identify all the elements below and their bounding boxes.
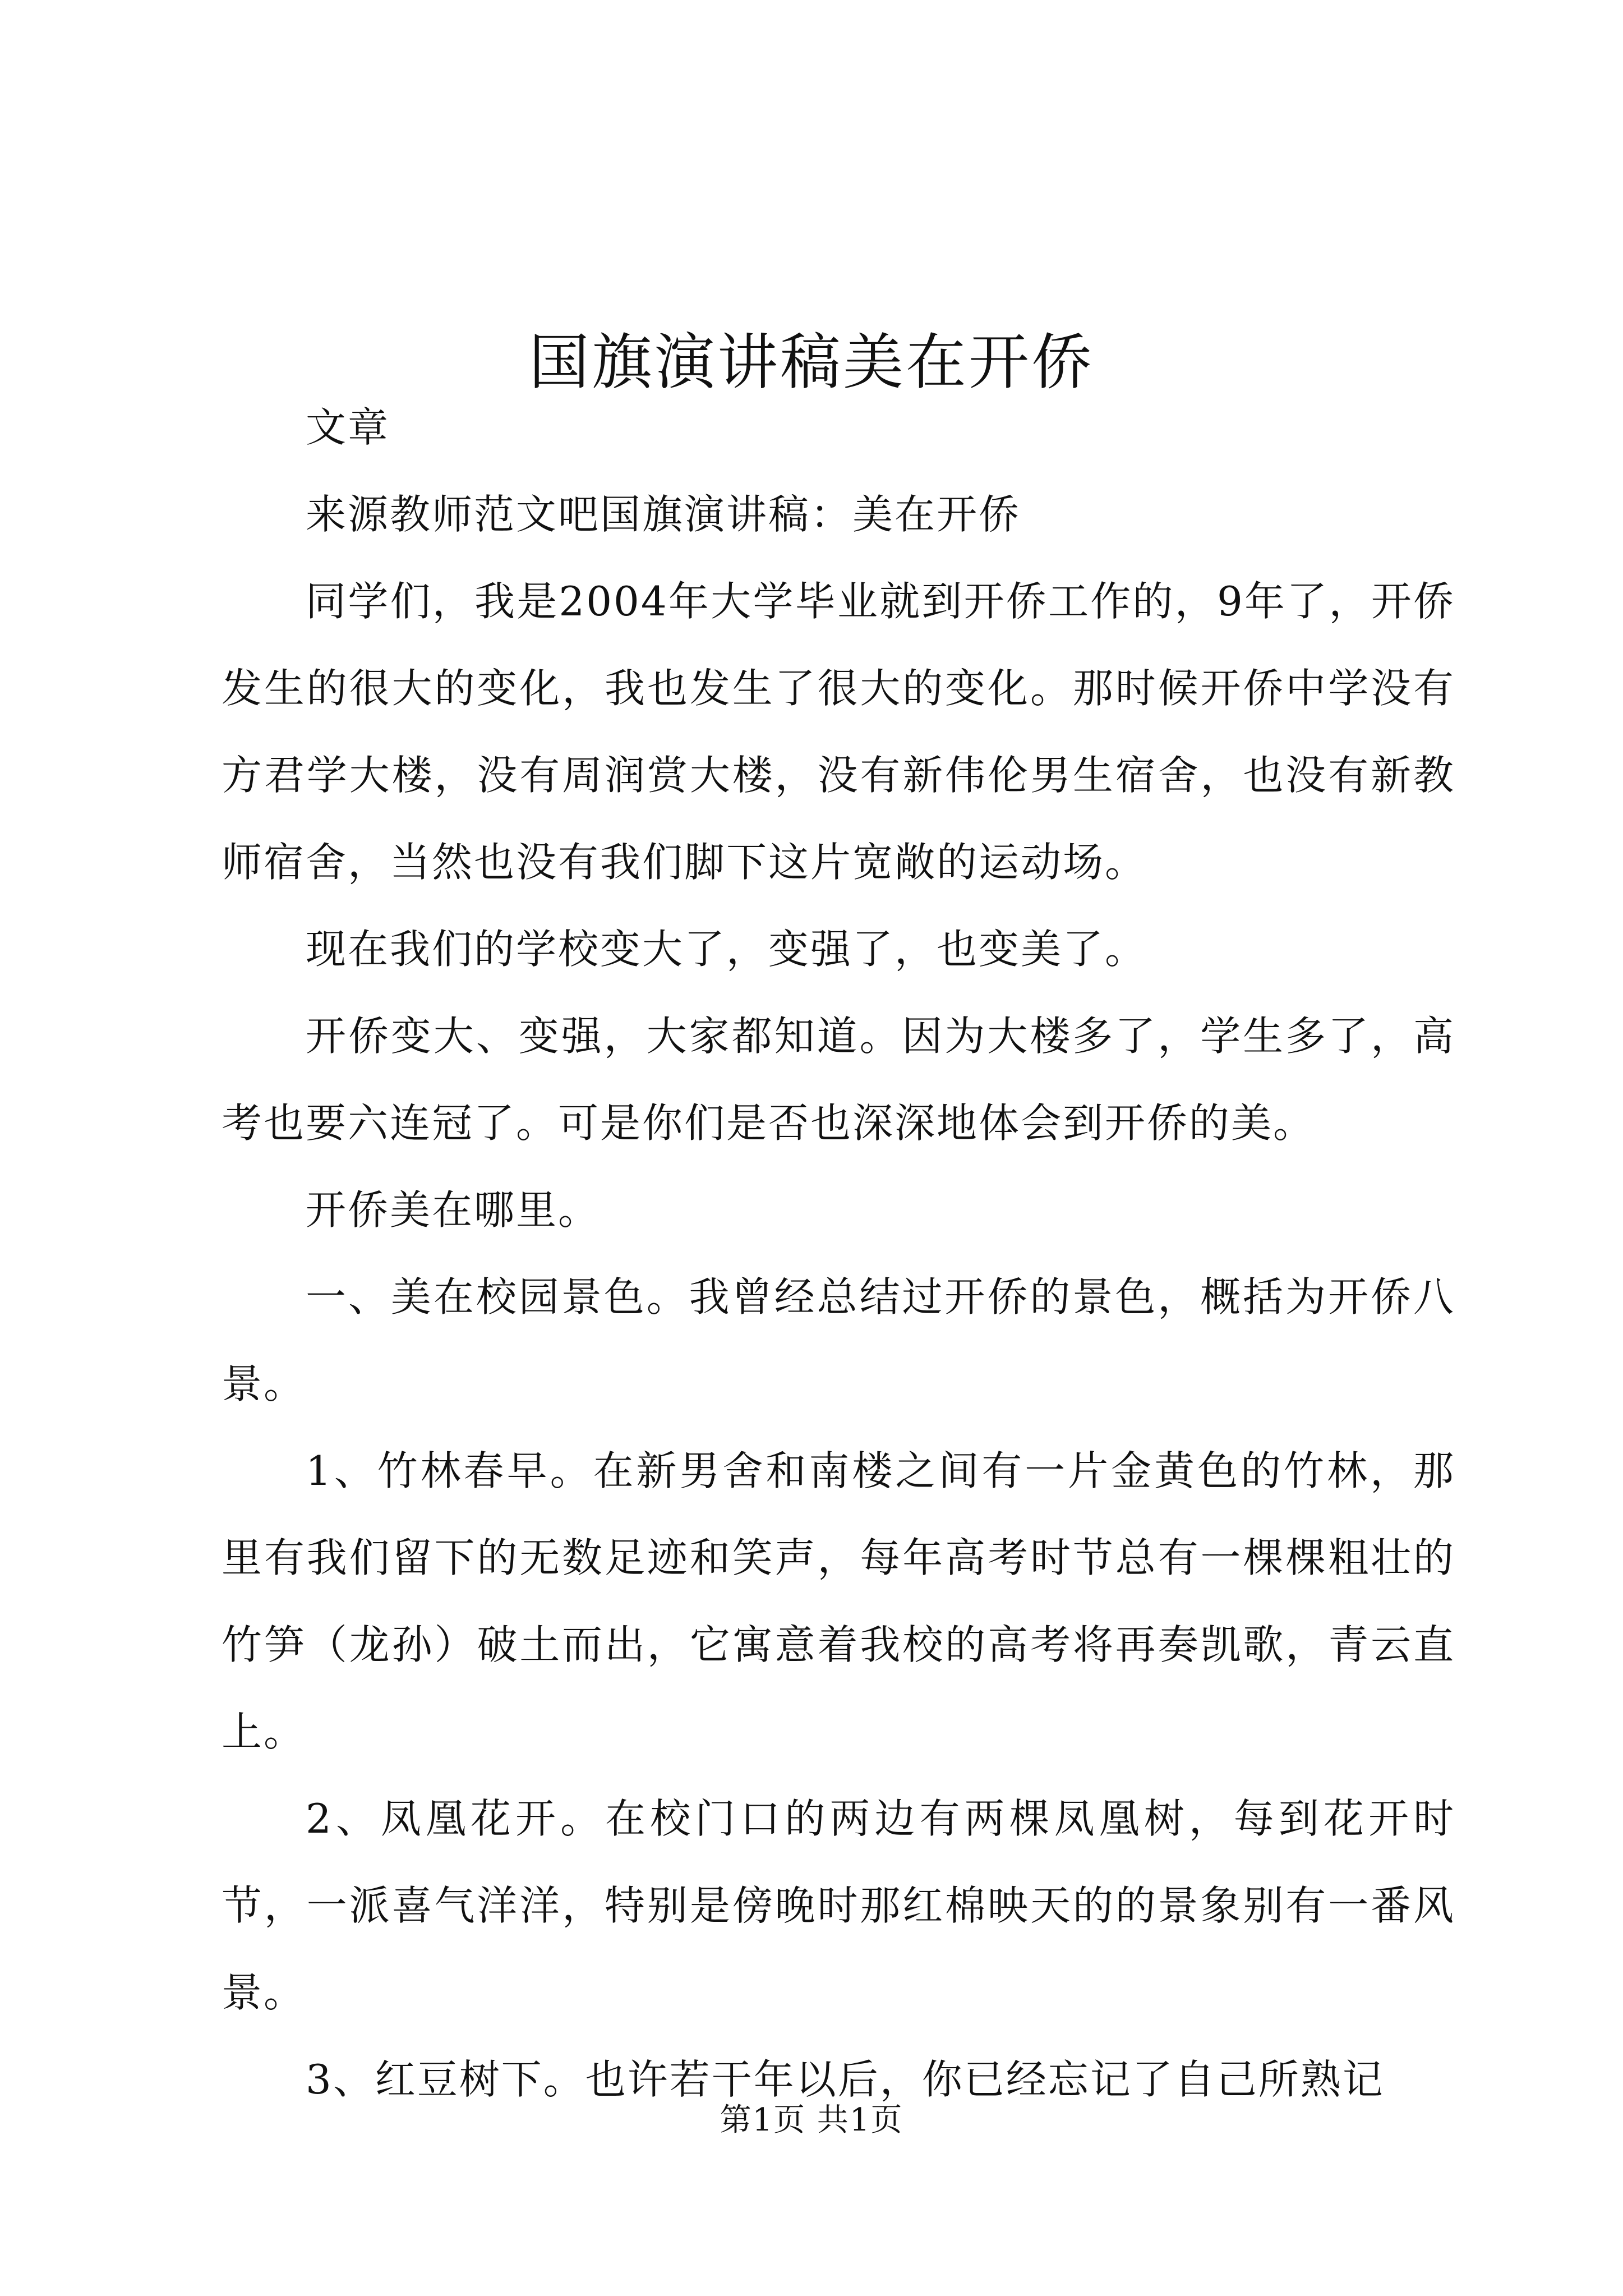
document-title: 国旗演讲稿美在开侨 <box>528 328 1094 398</box>
paragraph: 3、红豆树下。也许若干年以后，你已经忘记了自己所熟记 <box>306 2056 1385 2103</box>
paragraph: 同学们，我是2004年大学毕业就到开侨工作的，9年了，开侨发生的很大的变化，我也发生了很大的变化。那时候开侨中学没有方君学大楼，没有周润赏大楼，没有新伟伦男生宿舍，也没有新教师宿舍，当然也没有我们脚下这片宽敞的运动场。 <box>222 578 1455 886</box>
paragraph: 开侨变大、变强，大家都知道。因为大楼多了，学生多了，高考也要六连冠了。可是你们是否也深深地体会到开侨的美。 <box>222 1013 1455 1147</box>
paragraph: 开侨美在哪里。 <box>306 1186 601 1234</box>
page-footer: 第1页 共1页 <box>720 2102 903 2138</box>
paragraph: 一、美在校园景色。我曾经总结过开侨的景色，概括为开侨八景。 <box>222 1273 1455 1407</box>
paragraph: 现在我们的学校变大了，变强了，也变美了。 <box>306 926 1147 973</box>
document-body <box>222 384 1455 2123</box>
paragraph: 来源教师范文吧国旗演讲稿：美在开侨 <box>306 491 1021 538</box>
paragraph: 文章 <box>306 404 390 451</box>
paragraph: 2、凤凰花开。在校门口的两边有两棵凤凰树，每到花开时节，一派喜气洋洋，特别是傍晚时那红棉映天的的景象别有一番风景。 <box>222 1795 1455 2016</box>
paragraph: 1、竹林春早。在新男舍和南楼之间有一片金黄色的竹林，那里有我们留下的无数足迹和笑声，每年高考时节总有一棵棵粗壮的竹笋（龙孙）破土而出，它寓意着我校的高考将再奏凯歌，青云直上。 <box>222 1447 1455 1755</box>
